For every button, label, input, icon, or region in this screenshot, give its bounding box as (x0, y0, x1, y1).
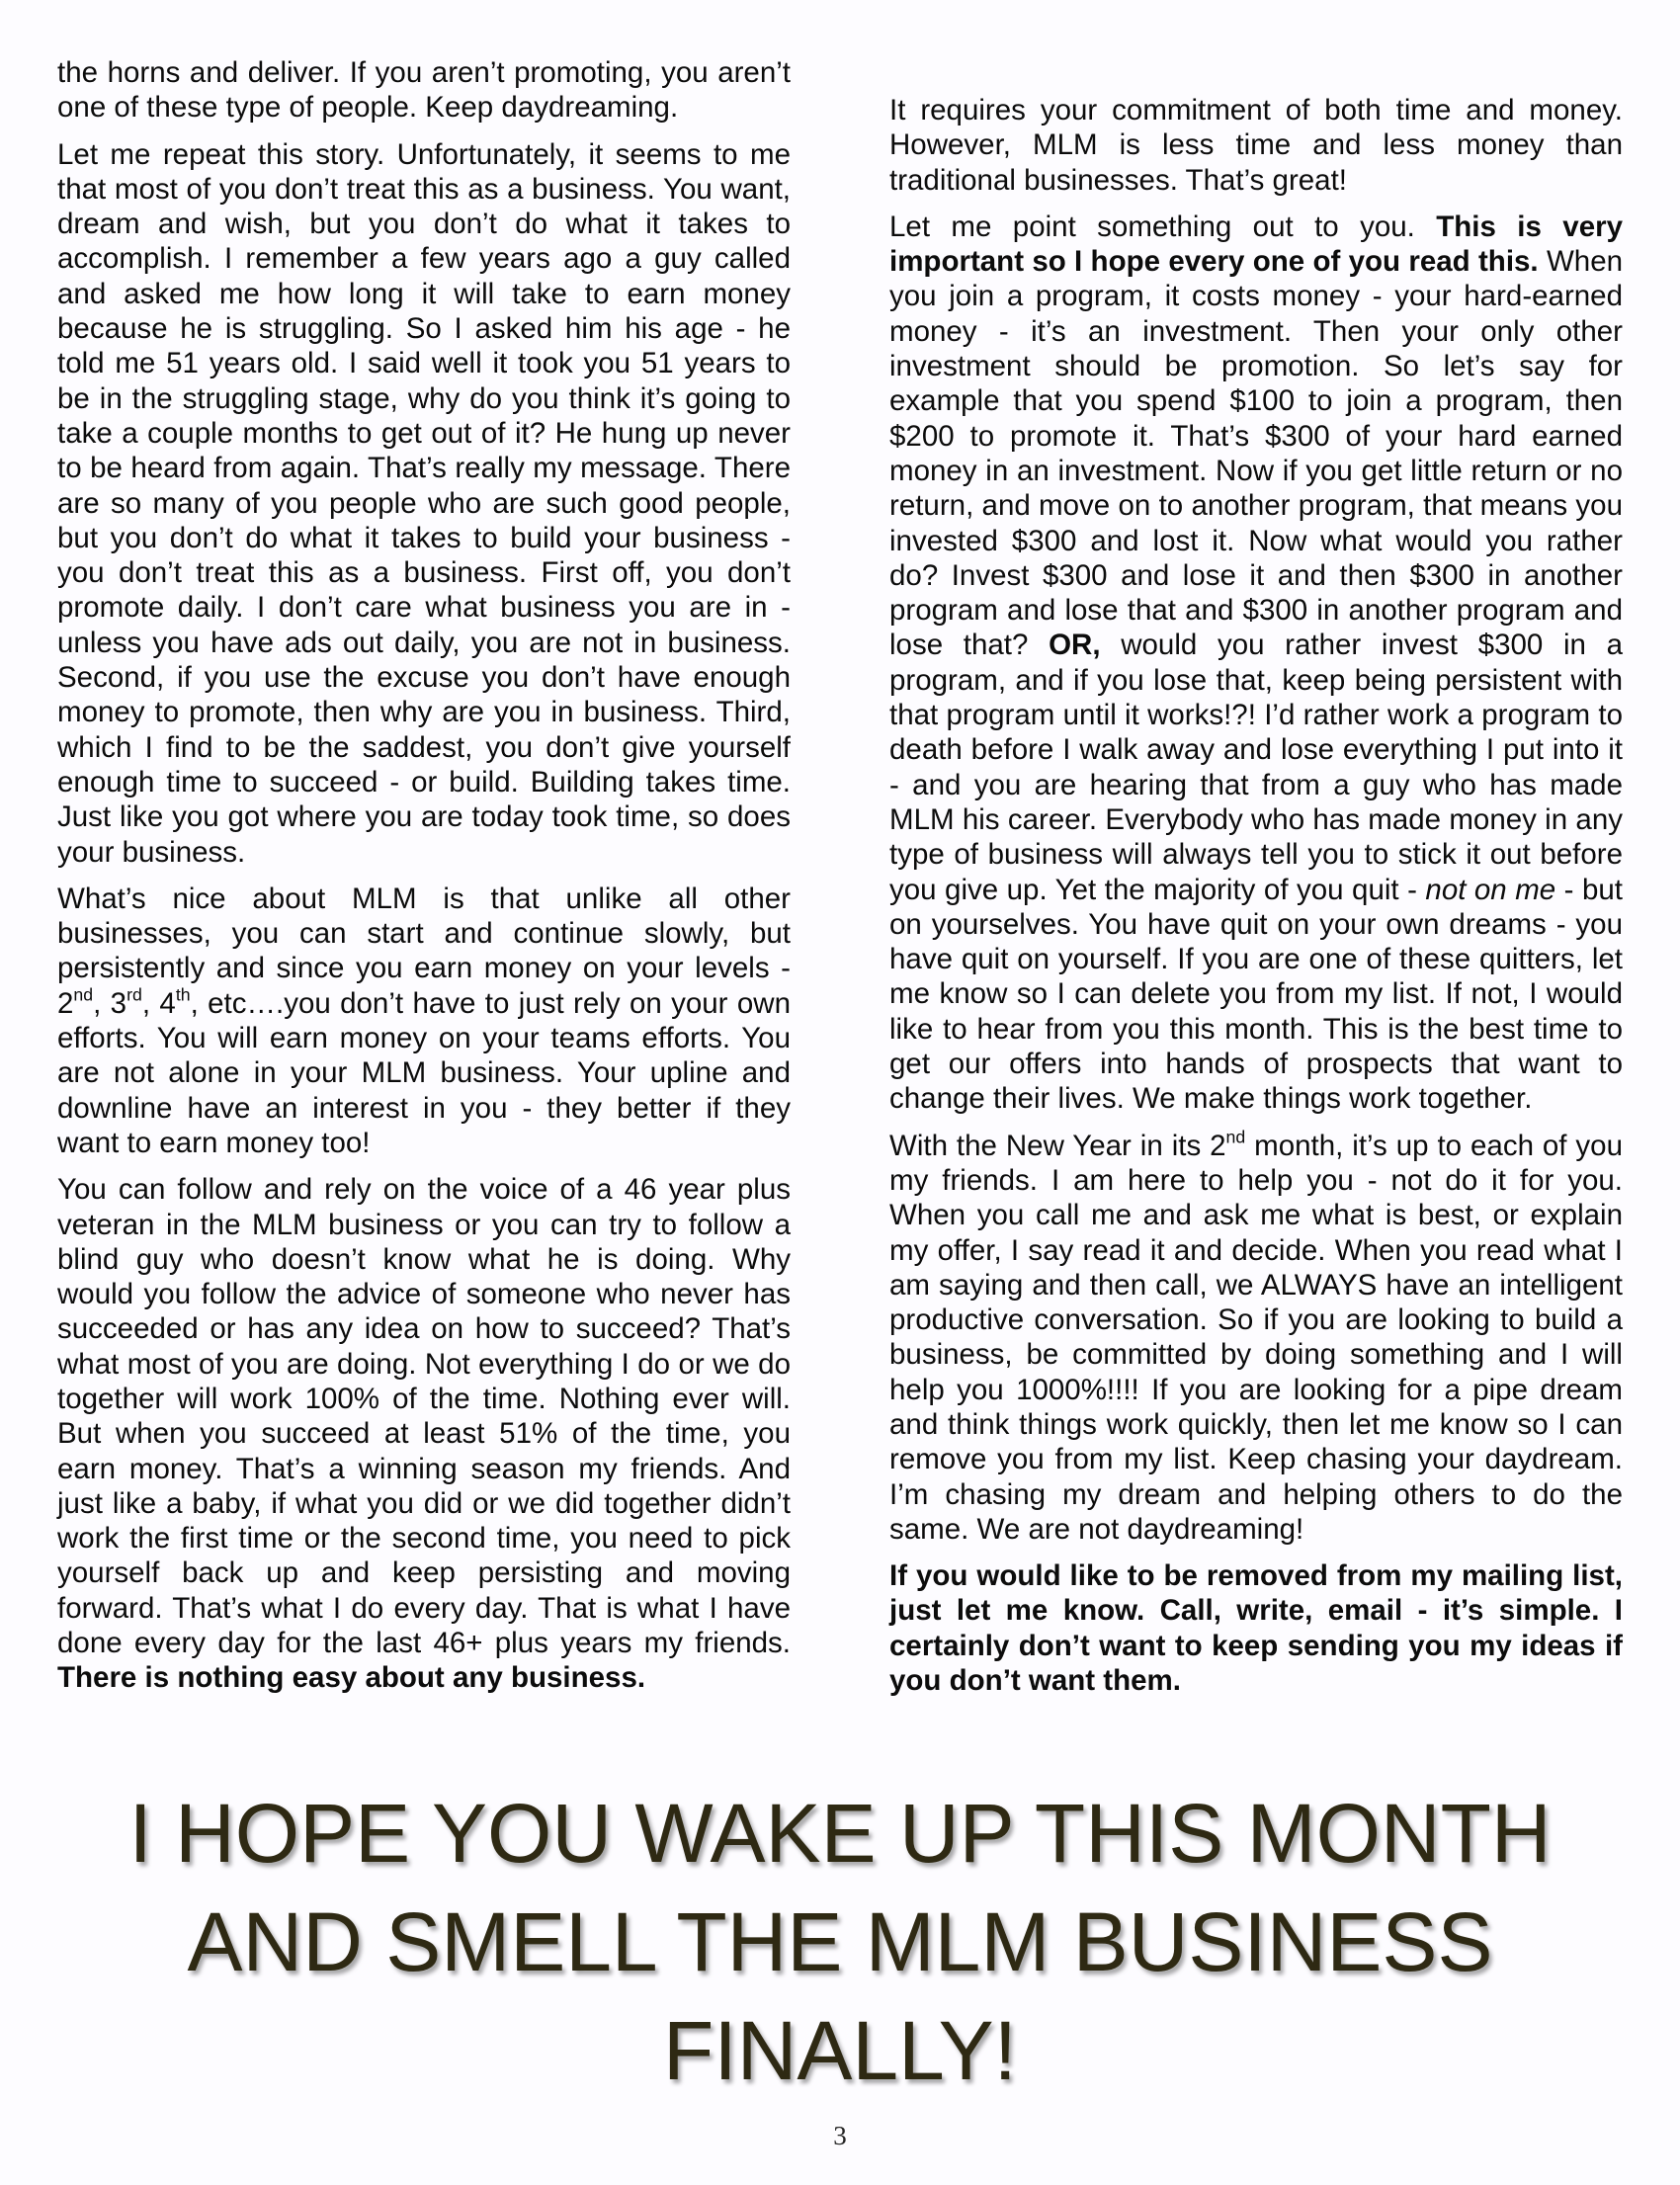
right-paragraph-3 (889, 1129, 1623, 1548)
headline-line-1: I HOPE YOU WAKE UP THIS MONTH (128, 1787, 1552, 1880)
right-p3-text-a: With the New Year in its 2 (889, 1129, 1226, 1162)
headline-line-3: FINALLY! (663, 2004, 1017, 2097)
headline-line-2: AND SMELL THE MLM BUSINESS (187, 1895, 1493, 1988)
right-p2-text-c: would you rather invest $300 in a program, and if you lose that, keep being persistent with that program until it works!?! I’d rather work a program to death before I walk away and lose everything I put into it - and you are hearing that from a guy who has made MLM his career. Everybody who has made money in any type of business will always tell you to stick it out before you give up. Yet the majority of you quit - (889, 629, 1623, 906)
left-p3-text-c: , 4 (141, 986, 176, 1020)
right-p3-sup: nd (1225, 1127, 1246, 1147)
left-paragraph-2: Let me repeat this story. Unfortunately, it seems to me that most of you don’t treat this as a business. You want, dream and wish, but you don’t do what it takes to accomplish. I remember a few years ago a guy called and asked me how long it will take to earn money because he is struggling. So I asked him his age - he told me 51 years old. I said well it took you 51 years to be in the struggling stage, why do you think it’s going to take a couple months to get out of it? He hung up never to be heard from again. That’s really my message. There are so many of you people who are such good people, but you don’t do what it takes to build your business - you don’t treat this as a business. First off, you don’t promote daily. I don’t care what business you are in - unless you have ads out daily, you are not in business. Second, if you use the excuse you don’t have enough money to promote, then why are you in business. Third, which I find to be the saddest, you don’t give yourself enough time to succeed - or build. Building takes time. Just like you got where you are today took time, so does your business. (57, 137, 791, 869)
right-paragraph-1: It requires your commitment of both time and money. However, MLM is less time and less money than traditional businesses. That’s great! (889, 94, 1623, 197)
left-p4-text: You can follow and rely on the voice of a 46 year plus veteran in the MLM business or you can try to follow a blind guy who doesn’t know what he is doing. Why would you follow the advice of someone who never has succeeded or has any idea on how to succeed? That’s what most of you are doing. Not everything I do or we do together will work 100% of the time. Nothing ever will. But when you succeed at least 51% of the time, you earn money. That’s a winning season my friends. And just like a baby, if what you did or we did together didn’t work the first time or the second time, you need to pick yourself back up and keep persisting and moving forward. That’s what I do every day. That is what I have done every day for the last 46+ plus years my friends. (57, 1173, 791, 1660)
right-column (889, 93, 1623, 1710)
right-p2-bold-or: OR, (1049, 629, 1101, 662)
right-p4-bold: If you would like to be removed from my mailing list, just let me know. Call, write, email - it’s simple. I certainly don’t want to keep sending you my ideas if you don’t want them. (889, 1559, 1623, 1698)
left-p3-sup-1: nd (73, 984, 94, 1005)
right-p2-bold: This is very important so I hope every one of you read this. (889, 210, 1623, 279)
right-p2-text-a: Let me point something out to you. (889, 210, 1437, 243)
left-p4-bold: There is nothing easy about any business. (57, 1661, 646, 1695)
right-p2-text-b: When you join a program, it costs money - your hard-earned money - it’s an investment. Then your only other investment should be promotion. So let’s say for example that you spend $100 to join a program, then $200 to promote it. That’s $300 of your hard earned money in an investment. Now if you get little return or no return, and move on to another program, that means you invested $300 and lost it. Now what would you rather do? Invest $300 and lose it and then $300 in another program and lose that and $300 in another program and lose that? (889, 245, 1624, 662)
left-column (57, 55, 791, 1708)
left-p3-text-b: , 3 (93, 986, 127, 1020)
right-p2-text-d: - but on yourselves. You have quit on your own dreams - you have quit on yourself. If you are one of these quitters, let me know so I can delete you from my list. If not, I would like to hear from you this month. This is the best time to get our offers into hands of prospects that want to change their lives. We make things work together. (889, 873, 1623, 1116)
left-p3-sup-3: th (175, 984, 191, 1005)
left-paragraph-4 (57, 1172, 791, 1695)
left-paragraph-3 (57, 882, 791, 1160)
page-number: 3 (833, 2121, 847, 2150)
left-p3-text-d: , etc….you don’t have to just rely on your own efforts. You will earn money on your teams efforts. You are not alone in your MLM business. Your upline and downline have an interest in you - they better if they want to earn money too! (57, 986, 791, 1159)
headline-banner (0, 1779, 1680, 2105)
right-paragraph-2 (889, 210, 1623, 1117)
right-p3-text-b: month, it’s up to each of you my friends. I am here to help you - not do it for you. When you call me and ask me what is best, or explain my offer, I say read it and decide. When you read what I am saying and then call, we ALWAYS have an intelligent productive conversation. So if you are looking to build a business, be committed by doing something and I will help you 1000%!!!! If you are looking for a pipe dream and think things work quickly, then let me know so I can remove you from my list. Keep chasing your daydream. I’m chasing my dream and helping others to do the same. We are not daydreaming! (889, 1129, 1623, 1546)
right-paragraph-4 (889, 1558, 1623, 1698)
left-p3-text-a: What’s nice about MLM is that unlike all other businesses, you can start and continue slowly, but persistently and since you earn money on your levels - 2 (57, 882, 791, 1020)
right-p2-italic: not on me (1425, 873, 1556, 906)
left-p3-sup-2: rd (126, 984, 142, 1005)
left-paragraph-1: the horns and deliver. If you aren’t promoting, you aren’t one of these type of people. Keep daydreaming. (57, 56, 791, 125)
